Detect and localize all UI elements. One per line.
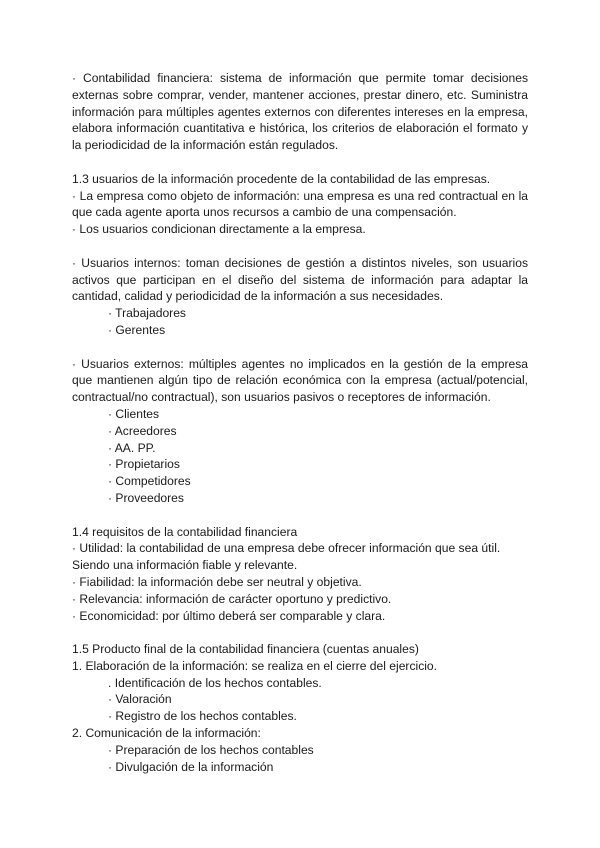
paragraph-empresa-objeto: · La empresa como objeto de información: una empresa es una red contractual en la que cada agente aporta unos recursos a cambio de una compensación. <box>72 188 528 220</box>
list-item-externos: · Propietarios <box>108 457 180 472</box>
heading-1-5: 1.5 Producto final de la contabilidad financiera (cuentas anuales) <box>72 642 419 657</box>
requisito-economicidad: · Economicidad: por último deberá ser comparable y clara. <box>72 608 386 623</box>
requisito-fiabilidad: · Fiabilidad: la información debe ser neutral y objetiva. <box>72 574 362 589</box>
requisito-utilidad: · Utilidad: la contabilidad de una empresa debe ofrecer información que sea útil. Siendo una información fiable y relevante. <box>72 541 501 573</box>
list-item-externos: · Proveedores <box>108 490 184 505</box>
paragraph-usuarios-condicionan: · Los usuarios condicionan directamente a la empresa. <box>72 222 366 237</box>
list-item-comunicacion: · Divulgación de la información <box>108 759 274 774</box>
list-item-externos: · Clientes <box>108 406 160 421</box>
list-item-internos: · Gerentes <box>108 322 166 337</box>
paso-comunicacion: 2. Comunicación de la información: <box>72 726 261 741</box>
list-item-comunicacion: · Preparación de los hechos contables <box>108 742 314 757</box>
requisito-relevancia: · Relevancia: información de carácter oportuno y predictivo. <box>72 591 392 606</box>
heading-1-4: 1.4 requisitos de la contabilidad financiera <box>72 524 298 539</box>
list-item-internos: · Trabajadores <box>108 306 186 321</box>
paragraph-contabilidad-financiera: · Contabilidad financiera: sistema de información que permite tomar decisiones externas sobre comprar, vender, mantener acciones, prestar dinero, etc. Suministra información para múltiples agentes externos con diferentes intereses en la empresa, elabora información cuantitativa e histórica, los criterios de elaboración el formato y la periodicidad de la información están regulados. <box>72 71 528 153</box>
list-item-externos: · Competidores <box>108 474 191 489</box>
list-item-elaboracion: . Identificación de los hechos contables. <box>108 675 322 690</box>
paragraph-usuarios-internos: · Usuarios internos: toman decisiones de gestión a distintos niveles, son usuarios activos que participan en el diseño del sistema de información para adaptar la cantidad, calidad y periodicidad de la información a sus necesidades. <box>72 255 528 304</box>
heading-1-3: 1.3 usuarios de la información procedente de la contabilidad de las empresas. <box>72 171 491 186</box>
list-item-externos: · AA. PP. <box>108 440 156 455</box>
paragraph-usuarios-externos: · Usuarios externos: múltiples agentes no implicados en la gestión de la empresa que mantienen algún tipo de relación económica con la empresa (actual/potencial, contractual/no contractual), son usuarios pasivos o receptores de información. <box>72 356 528 405</box>
list-item-externos: · Acreedores <box>108 423 177 438</box>
list-item-elaboracion: · Registro de los hechos contables. <box>108 709 297 724</box>
paso-elaboracion: 1. Elaboración de la información: se realiza en el cierre del ejercicio. <box>72 658 438 673</box>
list-item-elaboracion: · Valoración <box>108 692 172 707</box>
